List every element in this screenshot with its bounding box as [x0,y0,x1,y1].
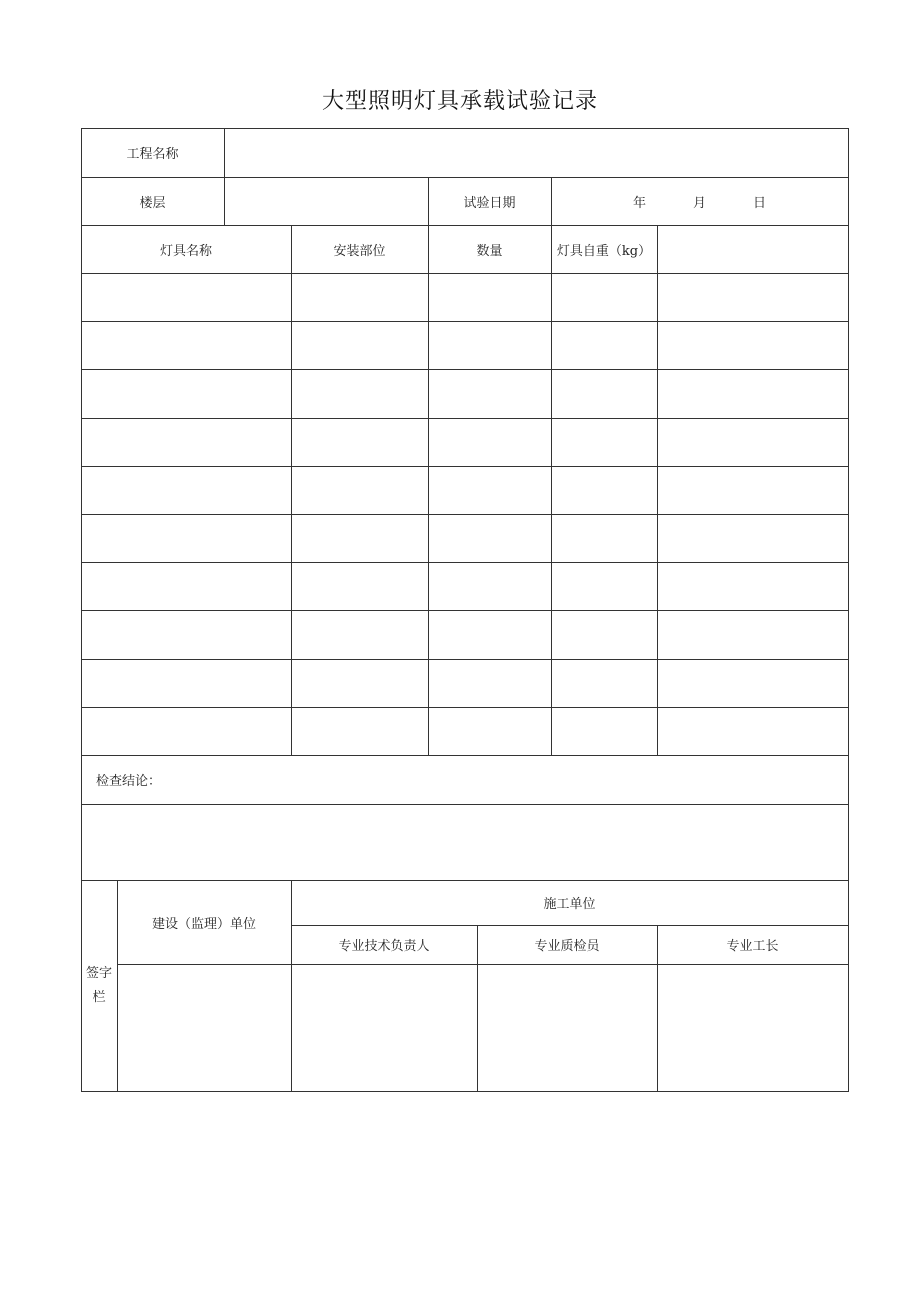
table-cell[interactable] [428,273,551,321]
test-date-label: 试验日期 [463,195,516,211]
column-header-quantity: 数量 [476,243,503,259]
table-cell[interactable] [291,418,428,466]
table-cell[interactable] [81,418,291,466]
table-cell[interactable] [81,321,291,369]
table-cell[interactable] [551,273,657,321]
table-cell[interactable] [551,321,657,369]
floor-field[interactable] [224,177,428,225]
table-cell[interactable] [428,562,551,610]
construction-unit-label: 施工单位 [543,897,596,912]
supervision-unit-label: 建设（监理）单位 [151,916,256,932]
table-cell[interactable] [291,610,428,659]
table-cell[interactable] [551,418,657,466]
supervision-signature-field[interactable] [117,964,291,1091]
table-cell[interactable] [657,273,848,321]
column-header-fixture-name: 灯具名称 [159,243,212,259]
table-cell[interactable] [291,369,428,418]
date-month-label: 月 [692,195,706,211]
table-cell[interactable] [657,707,848,755]
table-cell[interactable] [657,514,848,562]
test-date-field[interactable] [551,177,848,225]
conclusion-label: 检查结论： [96,774,162,789]
table-cell[interactable] [551,707,657,755]
table-cell[interactable] [428,418,551,466]
table-cell[interactable] [551,610,657,659]
table-cell[interactable] [291,659,428,707]
table-cell[interactable] [551,466,657,514]
table-cell[interactable] [81,273,291,321]
table-cell[interactable] [657,562,848,610]
column-header-install-location: 安装部位 [333,243,386,259]
table-cell[interactable] [81,707,291,755]
signature-section-label [81,880,117,1091]
column-header-extra [657,225,848,273]
table-cell[interactable] [291,562,428,610]
project-name-field[interactable] [224,128,848,177]
table-cell[interactable] [428,369,551,418]
table-cell[interactable] [291,321,428,369]
table-cell[interactable] [657,418,848,466]
table-cell[interactable] [81,562,291,610]
table-cell[interactable] [428,707,551,755]
quality-inspector-signature-field[interactable] [477,964,657,1091]
foreman-label: 专业工长 [726,939,779,954]
page-title: 大型照明灯具承载试验记录 [321,89,598,114]
table-cell[interactable] [291,273,428,321]
technical-lead-signature-field[interactable] [291,964,477,1091]
table-cell[interactable] [291,466,428,514]
table-cell[interactable] [551,562,657,610]
date-day-label: 日 [752,195,766,211]
table-cell[interactable] [81,369,291,418]
conclusion-field[interactable] [81,804,848,880]
table-cell[interactable] [657,659,848,707]
table-cell[interactable] [428,659,551,707]
table-cell[interactable] [657,369,848,418]
table-cell[interactable] [81,466,291,514]
table-cell[interactable] [428,514,551,562]
table-cell[interactable] [551,369,657,418]
date-year-label: 年 [632,195,646,211]
table-cell[interactable] [81,610,291,659]
form-border-bottom [81,1091,849,1092]
table-cell[interactable] [291,514,428,562]
table-cell[interactable] [657,610,848,659]
table-cell[interactable] [657,466,848,514]
project-name-label: 工程名称 [126,147,179,162]
table-cell[interactable] [81,514,291,562]
foreman-signature-field[interactable] [657,964,848,1091]
quality-inspector-label: 专业质检员 [534,939,600,954]
signature-section-label-line: 栏 [92,989,106,1005]
table-cell[interactable] [657,321,848,369]
table-cell[interactable] [428,610,551,659]
table-cell[interactable] [551,659,657,707]
table-cell[interactable] [428,466,551,514]
column-header-fixture-weight: 灯具自重（kg） [556,243,652,259]
technical-lead-label: 专业技术负责人 [338,939,430,954]
table-cell[interactable] [81,659,291,707]
signature-section-label-line: 签字 [85,965,112,981]
table-cell[interactable] [428,321,551,369]
table-cell[interactable] [291,707,428,755]
table-cell[interactable] [551,514,657,562]
floor-label: 楼层 [139,195,166,211]
